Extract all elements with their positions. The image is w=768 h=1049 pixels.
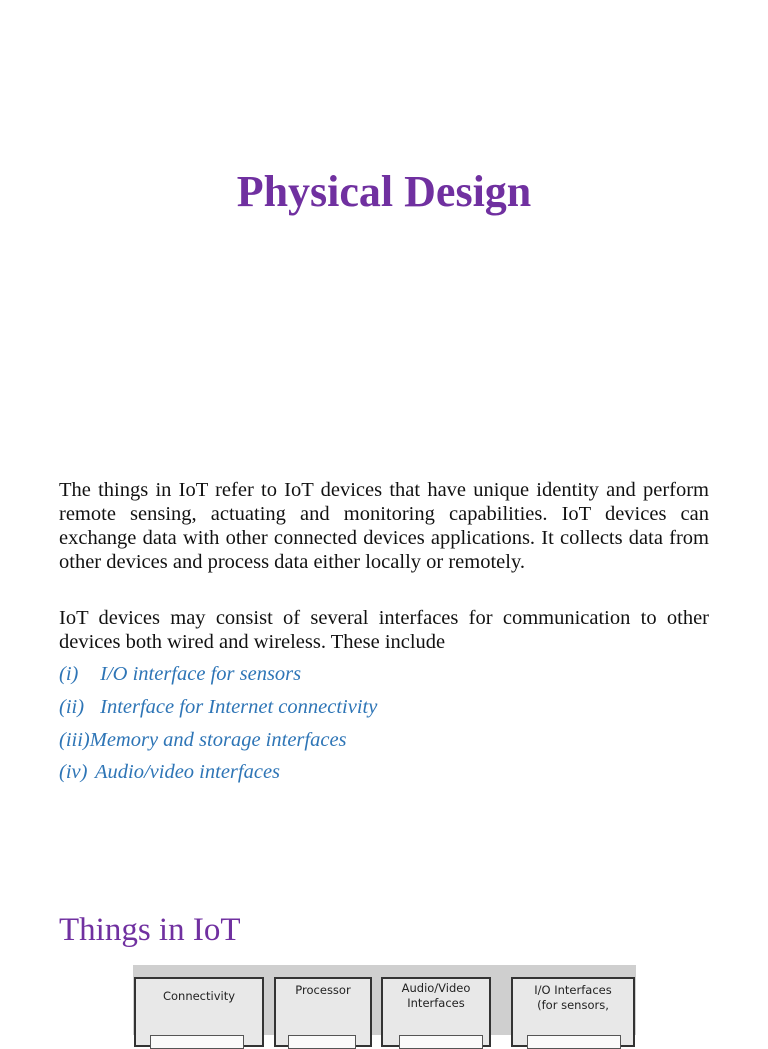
list-text: I/O interface for sensors: [100, 663, 302, 685]
processor-block: [274, 977, 372, 1047]
section-title: Things in IoT: [59, 912, 241, 948]
block-label: I/O Interfaces: [534, 983, 612, 997]
list-item-memory: [59, 727, 709, 753]
list-item-internet: [59, 694, 709, 720]
block-label: Processor: [295, 983, 351, 997]
list-text: Audio/video interfaces: [95, 761, 281, 783]
sub-block: [288, 1035, 356, 1049]
intro-paragraph: The things in IoT refer to IoT devices that have unique identity and perform remote sensing, actuating and monitoring capabilities. IoT devices can exchange data with other connected devices applications. It collects data from other devices and process data either locally or remotely.: [59, 479, 709, 573]
sub-block: [399, 1035, 483, 1049]
sub-block: [150, 1035, 244, 1049]
sub-block: [527, 1035, 621, 1049]
list-number: (ii): [59, 696, 85, 718]
block-label-line2: Interfaces: [407, 996, 465, 1010]
list-number: (iv): [59, 761, 88, 783]
audio-video-block: [381, 977, 491, 1047]
block-label: Audio/Video: [401, 981, 471, 995]
list-item-audio: [59, 759, 709, 785]
page-title: Physical Design: [236, 167, 532, 216]
block-label: Connectivity: [162, 989, 236, 1003]
list-number: (i): [59, 663, 79, 685]
connectivity-block: [134, 977, 264, 1047]
list-text: Memory and storage interfaces: [89, 729, 347, 751]
interfaces-paragraph: IoT devices may consist of several interfaces for communication to other devices both wired and wireless. These include: [59, 607, 709, 653]
io-interfaces-block: [511, 977, 635, 1047]
things-figure: [133, 965, 636, 1035]
list-number: (iii): [59, 729, 90, 751]
list-item-io: [59, 661, 709, 687]
list-text: Interface for Internet connectivity: [100, 696, 378, 718]
block-label-line2: (for sensors,: [537, 998, 609, 1012]
